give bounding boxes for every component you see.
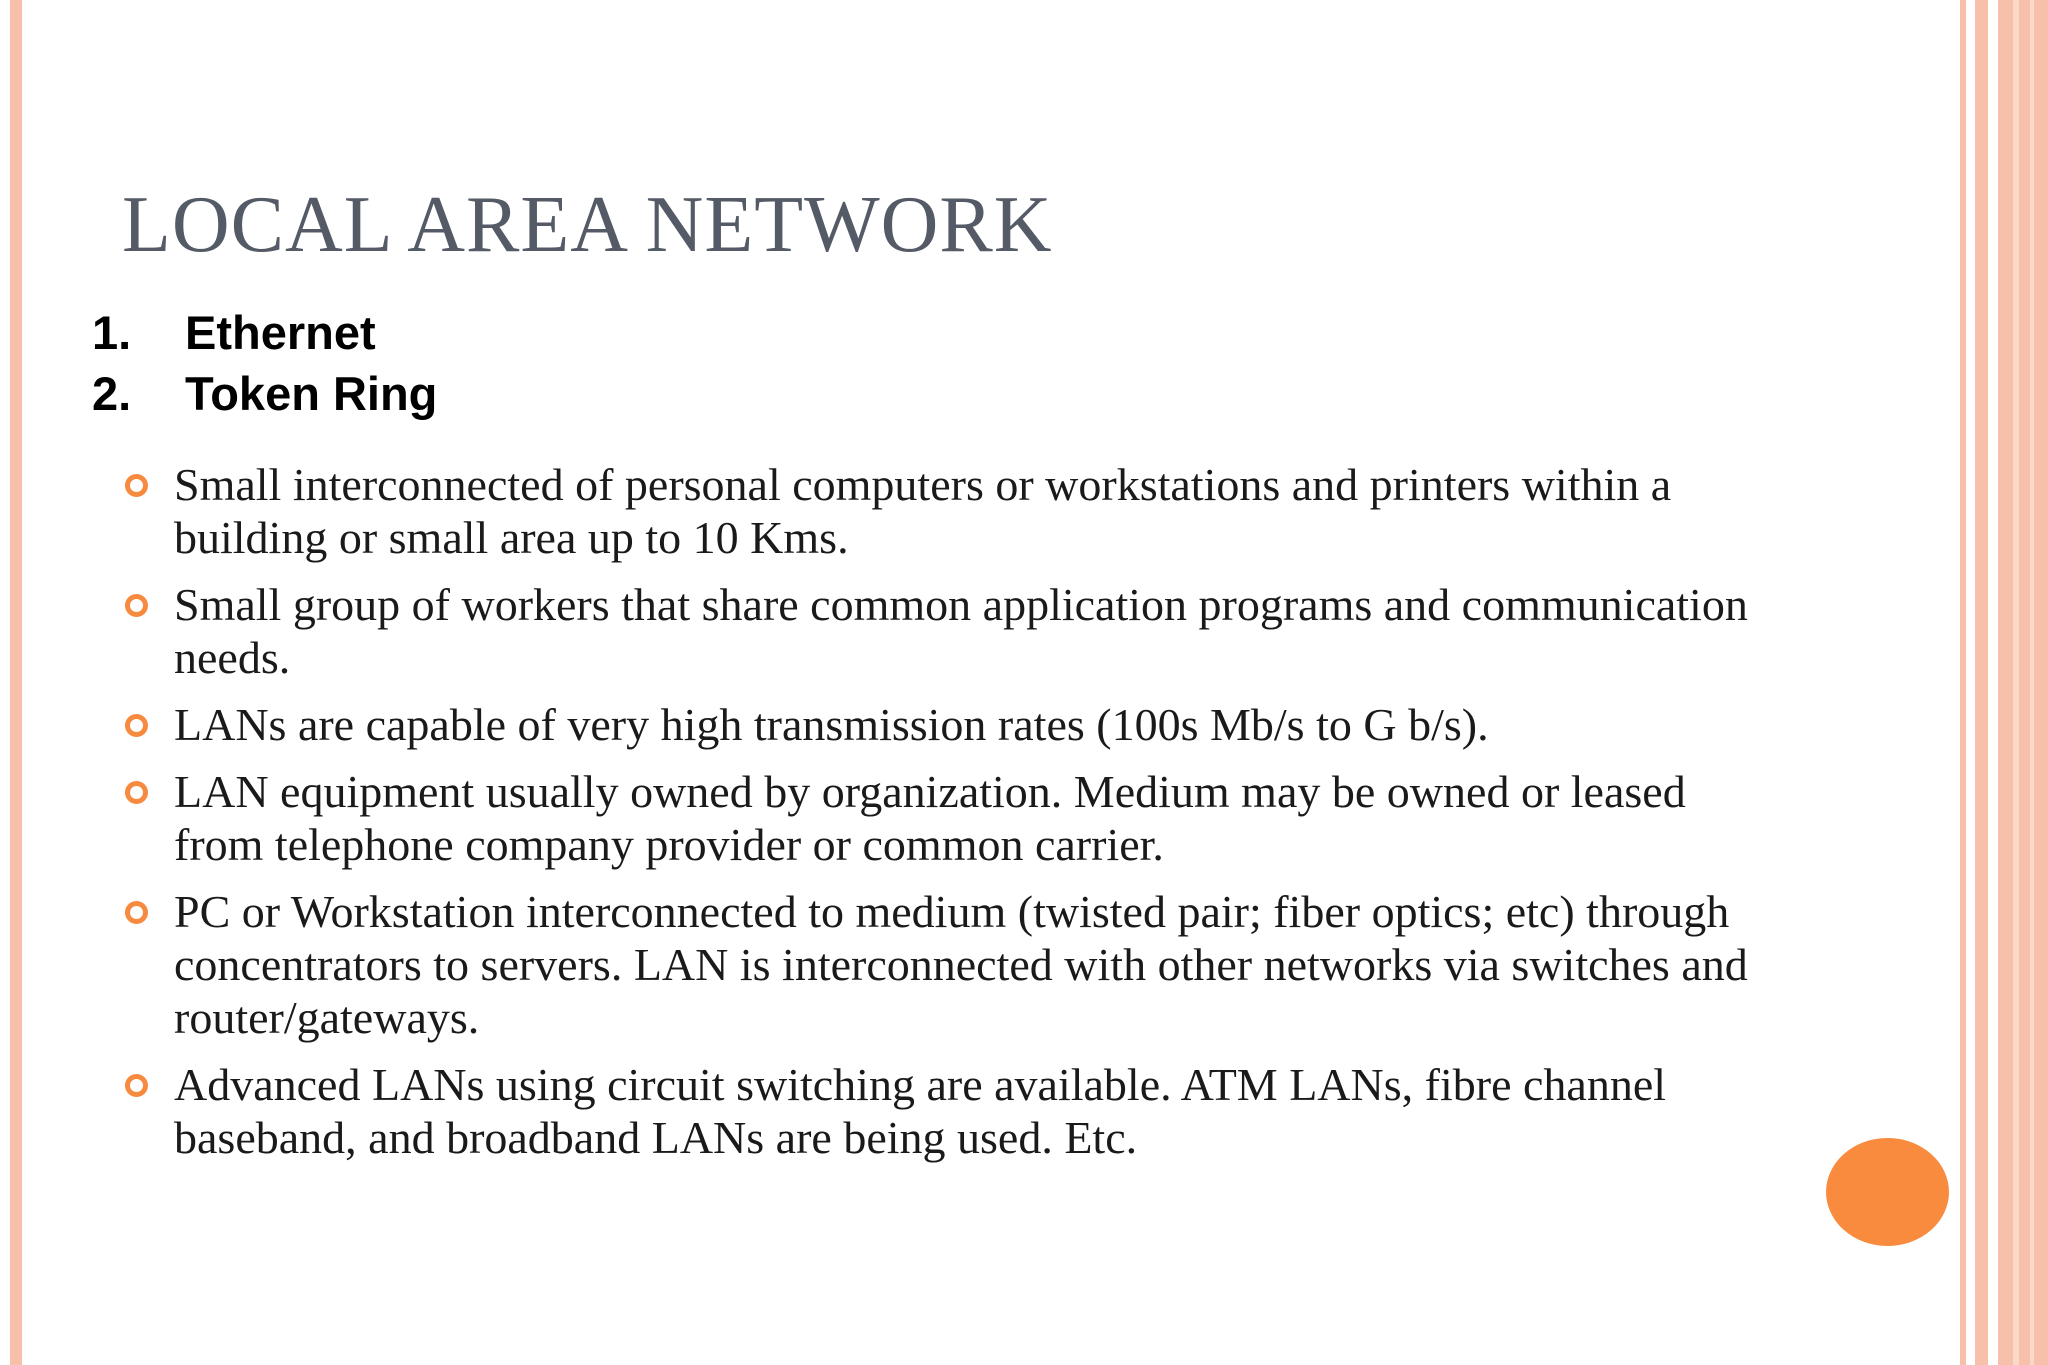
- hollow-circle-bullet-icon: [125, 781, 148, 804]
- slide-title: LOCAL AREA NETWORK: [122, 181, 1053, 269]
- item-label: Token Ring: [185, 367, 438, 420]
- numbered-item: [92, 302, 437, 363]
- right-border-stripe: [1960, 0, 1966, 1365]
- hollow-circle-bullet-icon: [125, 594, 148, 617]
- bullet-text: LANs are capable of very high transmission rates (100s Mb/s to G b/s).: [174, 699, 1489, 750]
- right-border-stripe: [1975, 0, 1988, 1365]
- hollow-circle-bullet-icon: [125, 714, 148, 737]
- right-border-line: [2013, 0, 2019, 1365]
- item-number: 1.: [92, 306, 132, 359]
- left-border-stripe: [10, 0, 22, 1365]
- bullet-item: [120, 698, 1760, 751]
- hollow-circle-bullet-icon: [125, 474, 148, 497]
- item-label: Ethernet: [185, 306, 376, 359]
- bullet-item: [120, 1058, 1760, 1164]
- bullet-text: Advanced LANs using circuit switching are available. ATM LANs, fibre channel baseband, and broadband LANs are being used. Etc.: [174, 1059, 1667, 1163]
- orange-circle-decoration: [1826, 1138, 1949, 1246]
- hollow-circle-bullet-icon: [125, 901, 148, 924]
- bullet-item: [120, 765, 1760, 871]
- bullet-item: [120, 458, 1760, 564]
- bullet-item: [120, 578, 1760, 684]
- numbered-item: [92, 363, 437, 424]
- right-border-band: [1998, 0, 2048, 1365]
- bullet-text: PC or Workstation interconnected to medium (twisted pair; fiber optics; etc) through concentrators to servers. LAN is interconnected with other networks via switches and router/gateways.: [174, 886, 1748, 1043]
- numbered-list: [92, 302, 437, 424]
- bullet-list: [120, 458, 1760, 1178]
- item-number: 2.: [92, 367, 132, 420]
- right-border-line: [2030, 0, 2034, 1365]
- bullet-text: LAN equipment usually owned by organization. Medium may be owned or leased from telephone company provider or common carrier.: [174, 766, 1686, 870]
- bullet-item: [120, 885, 1760, 1044]
- bullet-text: Small group of workers that share common application programs and communication needs.: [174, 579, 1748, 683]
- bullet-text: Small interconnected of personal computers or workstations and printers within a building or small area up to 10 Kms.: [174, 459, 1672, 563]
- hollow-circle-bullet-icon: [125, 1074, 148, 1097]
